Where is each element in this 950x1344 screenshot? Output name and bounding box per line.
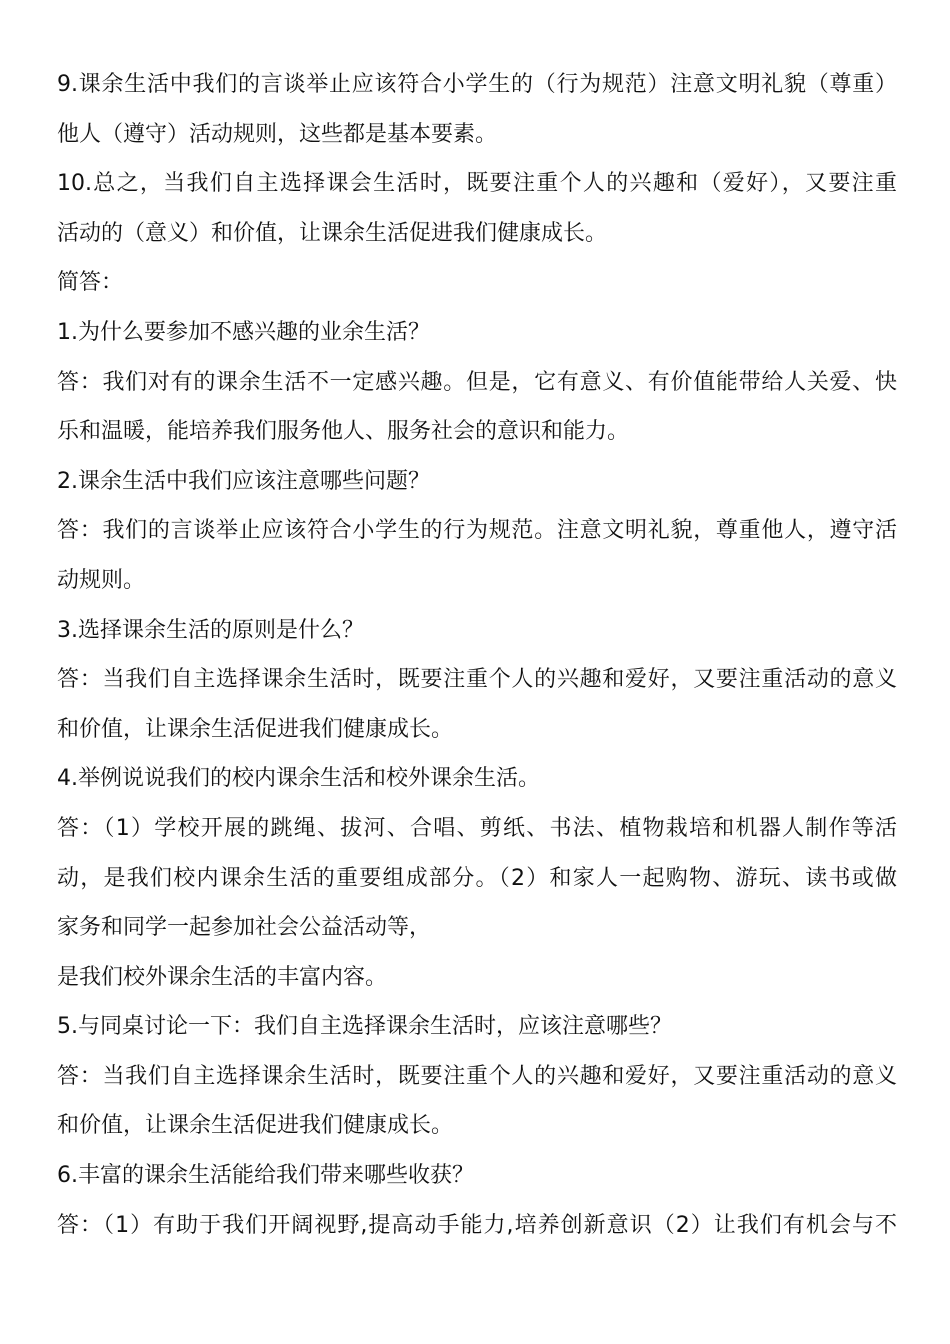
- answer-line: 动，是我们校内课余生活的重要组成部分。（2）和家人一起购物、游玩、读书或做: [57, 865, 897, 891]
- answer-line: 答：（1）学校开展的跳绳、拔河、合唱、剪纸、书法、植物栽培和机器人制作等活: [57, 815, 897, 841]
- question: 6.丰富的课余生活能给我们带来哪些收获？: [57, 1163, 474, 1189]
- question: 5.与同桌讨论一下：我们自主选择课余生活时，应该注意哪些？: [57, 1014, 672, 1040]
- answer-line: 答：我们对有的课余生活不一定感兴趣。但是，它有意义、有价值能带给人关爱、快: [57, 369, 897, 395]
- answer-line: 家务和同学一起参加社会公益活动等，: [57, 915, 432, 941]
- answer-line: 乐和温暖，能培养我们服务他人、服务社会的意识和能力。: [57, 419, 630, 445]
- question: 4.举例说说我们的校内课余生活和校外课余生活。: [57, 766, 540, 792]
- answer-line: 答：我们的言谈举止应该符合小学生的行为规范。注意文明礼貌，尊重他人，遵守活: [57, 518, 897, 544]
- question: 3.选择课余生活的原则是什么？: [57, 617, 364, 643]
- answer-line: 和价值，让课余生活促进我们健康成长。: [57, 716, 454, 742]
- text-line: 他人（遵守）活动规则，这些都是基本要素。: [57, 121, 498, 147]
- answer-line: 答：当我们自主选择课余生活时，既要注重个人的兴趣和爱好，又要注重活动的意义: [57, 1063, 897, 1089]
- text-line: 活动的（意义）和价值，让课余生活促进我们健康成长。: [57, 220, 608, 246]
- answer-line: 答：（1）有助于我们开阔视野,提高动手能力,培养创新意识（2）让我们有机会与不: [57, 1212, 897, 1238]
- answer-line: 动规则。: [57, 567, 146, 593]
- answer-line: 答：当我们自主选择课余生活时，既要注重个人的兴趣和爱好，又要注重活动的意义: [57, 667, 897, 693]
- answer-line: 是我们校外课余生活的丰富内容。: [57, 964, 388, 990]
- section-heading: 简答：: [57, 270, 124, 296]
- question: 1.为什么要参加不感兴趣的业余生活？: [57, 319, 430, 345]
- question: 2.课余生活中我们应该注意哪些问题？: [57, 468, 430, 494]
- text-line: 10.总之，当我们自主选择课会生活时，既要注重个人的兴趣和（爱好），又要注重: [57, 171, 897, 197]
- document-page: [57, 60, 897, 1250]
- answer-line: 和价值，让课余生活促进我们健康成长。: [57, 1113, 454, 1139]
- text-line: 9.课余生活中我们的言谈举止应该符合小学生的（行为规范）注意文明礼貌（尊重）: [57, 72, 897, 97]
